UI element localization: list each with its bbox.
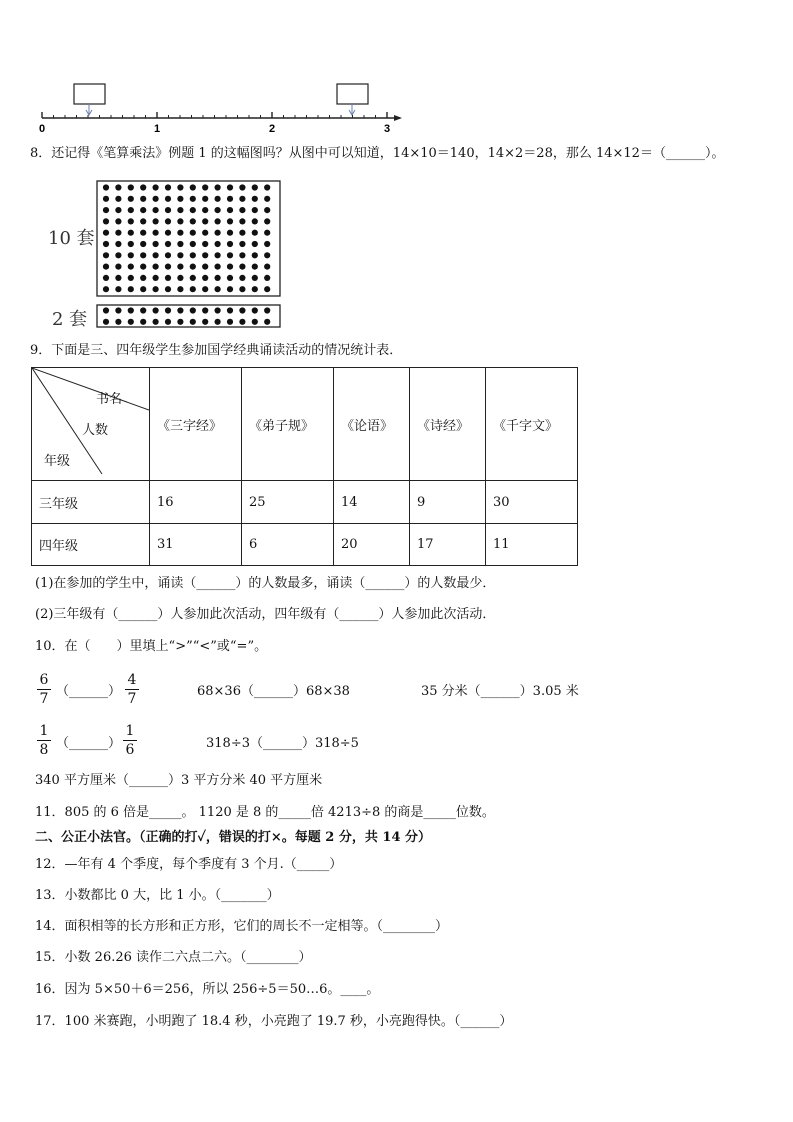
dot: [190, 307, 196, 313]
question-9-sub-1: (1)在参加的学生中，诵读（______）的人数最多，诵读（______）的人数最少．: [35, 576, 496, 591]
dot: [115, 307, 121, 313]
dot: [215, 286, 221, 292]
dot: [140, 252, 146, 258]
dot: [140, 275, 146, 281]
dot: [227, 241, 233, 247]
dot: [115, 184, 121, 190]
table-cell: 30: [486, 481, 578, 524]
number-line-tick-0: 0: [38, 123, 46, 135]
dot: [115, 275, 121, 281]
dot: [115, 264, 121, 270]
table-header-row: [32, 368, 578, 481]
dot: [153, 230, 159, 236]
dot: [264, 184, 270, 190]
dot: [128, 184, 134, 190]
question-14-text: 14．面积相等的长方形和正方形，它们的周长不一定相等。（________）: [35, 919, 449, 934]
dot: [153, 207, 159, 213]
dot: [153, 275, 159, 281]
number-line-figure: [30, 78, 410, 136]
dot: [177, 241, 183, 247]
dot: [215, 196, 221, 202]
dot: [177, 230, 183, 236]
table-corner-cell: [32, 368, 150, 481]
dot: [239, 230, 245, 236]
table-header-cell: 《弟子规》: [242, 368, 334, 481]
dot: [264, 252, 270, 258]
dot: [215, 184, 221, 190]
fraction-4-7: [125, 672, 139, 707]
dot: [190, 241, 196, 247]
compare-blank: （______）: [56, 736, 122, 751]
table-header-cell: 《三字经》: [150, 368, 242, 481]
question-17-text: 17．100 米赛跑，小明跑了 18.4 秒，小亮跑了 19.7 秒，小亮跑得快。（______）: [35, 1014, 513, 1029]
dot: [190, 275, 196, 281]
dot: [128, 230, 134, 236]
question-15-text: 15．小数 26.26 读作二六点二六。（________）: [35, 950, 312, 965]
dot: [215, 275, 221, 281]
dot: [227, 230, 233, 236]
number-line-box-right: [337, 84, 368, 104]
dot: [128, 275, 134, 281]
question-13-text: 13．小数都比 0 大，比 1 小。（_______）: [35, 888, 280, 903]
dot: [215, 307, 221, 313]
dot: [215, 319, 221, 325]
dot-label-2-sets: 2 套: [52, 309, 88, 330]
dot-array-2-rows: [103, 307, 270, 325]
dot: [227, 207, 233, 213]
number-line-box-left: [74, 84, 105, 104]
compare-blank: （______）: [56, 684, 122, 699]
dot: [239, 286, 245, 292]
dot: [215, 207, 221, 213]
compare-expression-1: 68×36（______）68×38: [197, 684, 350, 699]
dot: [190, 207, 196, 213]
dot: [227, 307, 233, 313]
dot: [115, 230, 121, 236]
dot: [252, 307, 258, 313]
dot: [264, 307, 270, 313]
dot: [140, 207, 146, 213]
dot: [252, 207, 258, 213]
dot: [264, 286, 270, 292]
dot: [165, 307, 171, 313]
dot: [140, 286, 146, 292]
fraction-6-7: [37, 672, 51, 707]
dot: [128, 218, 134, 224]
question-9-text: 9．下面是三、四年级学生参加国学经典诵读活动的情况统计表．: [30, 343, 403, 358]
dot: [227, 264, 233, 270]
compare-expression-3: 318÷3（______）318÷5: [206, 736, 359, 751]
dot: [128, 286, 134, 292]
dot: [252, 218, 258, 224]
dot-array-10-rows: [103, 184, 270, 292]
fraction-numerator: 1: [125, 723, 135, 739]
dot: [202, 264, 208, 270]
fraction-1-8: [37, 723, 51, 758]
dot: [128, 307, 134, 313]
dot: [190, 264, 196, 270]
dot: [103, 196, 109, 202]
number-line-tick-2: 2: [268, 123, 276, 135]
dot: [202, 218, 208, 224]
dot: [202, 275, 208, 281]
table-cell: 25: [242, 481, 334, 524]
dot: [165, 196, 171, 202]
dot: [165, 252, 171, 258]
dot: [165, 319, 171, 325]
fraction-1-6: [123, 723, 137, 758]
dot: [153, 319, 159, 325]
dot: [239, 241, 245, 247]
dot: [239, 218, 245, 224]
dot: [115, 207, 121, 213]
question-12-text: 12．—年有 4 个季度，每个季度有 3 个月.（_____）: [35, 857, 343, 872]
dot: [252, 184, 258, 190]
dot: [202, 241, 208, 247]
dot: [103, 286, 109, 292]
dot: [239, 264, 245, 270]
table-row: [32, 481, 578, 524]
question-9-sub-2: (2)三年级有（______）人参加此次活动，四年级有（______）人参加此次活动．: [35, 607, 496, 622]
dot: [215, 264, 221, 270]
dot: [227, 196, 233, 202]
dot: [239, 275, 245, 281]
dot: [103, 275, 109, 281]
dot: [103, 230, 109, 236]
dot: [115, 196, 121, 202]
table-cell: 31: [150, 524, 242, 566]
dot: [165, 207, 171, 213]
fraction-denominator: 7: [127, 691, 137, 707]
dot: [115, 252, 121, 258]
dot: [252, 319, 258, 325]
dot: [103, 207, 109, 213]
fraction-numerator: 4: [127, 672, 137, 688]
dot: [153, 196, 159, 202]
number-line-tick-3: 3: [383, 123, 391, 135]
dot: [177, 319, 183, 325]
dot: [264, 230, 270, 236]
dot: [252, 286, 258, 292]
dot: [190, 230, 196, 236]
table-cell: 14: [334, 481, 410, 524]
table-row: [32, 524, 578, 566]
dot: [190, 218, 196, 224]
question-8-text: 8．还记得《笔算乘法》例题 1 的这幅图吗？从图中可以知道，14×10＝140，14×2＝28，那么 14×12＝（______）。: [30, 146, 725, 161]
dot: [202, 286, 208, 292]
dot: [177, 307, 183, 313]
number-line-tick-1: 1: [153, 123, 161, 135]
dot: [190, 286, 196, 292]
dot: [202, 196, 208, 202]
dot: [215, 252, 221, 258]
dot: [190, 184, 196, 190]
dot: [177, 218, 183, 224]
dot: [140, 184, 146, 190]
dot: [177, 207, 183, 213]
dot-array-figure: [96, 180, 282, 330]
dot: [239, 252, 245, 258]
dot: [252, 241, 258, 247]
dot: [252, 252, 258, 258]
fraction-denominator: 7: [39, 691, 49, 707]
dot: [140, 196, 146, 202]
dot: [165, 184, 171, 190]
dot: [264, 218, 270, 224]
dot: [115, 286, 121, 292]
question-10-text: 10．在（ ）里填上“>”“<”或“=”。: [35, 639, 268, 654]
dot: [202, 307, 208, 313]
dot: [177, 196, 183, 202]
question-11-text: 11．805 的 6 倍是_____。 1120 是 8 的_____倍 4213÷8 的商是_____位数。: [35, 805, 495, 820]
dot: [153, 264, 159, 270]
dot: [239, 207, 245, 213]
dot: [264, 264, 270, 270]
dot: [239, 319, 245, 325]
table-cell: 11: [486, 524, 578, 566]
dot: [128, 252, 134, 258]
dot: [227, 184, 233, 190]
dot: [215, 230, 221, 236]
dot: [128, 207, 134, 213]
corner-label-grade: 年级: [44, 454, 71, 469]
dot: [239, 184, 245, 190]
number-line-ticks: [42, 112, 387, 118]
dot: [177, 264, 183, 270]
dot: [165, 286, 171, 292]
dot: [190, 319, 196, 325]
corner-label-count: 人数: [82, 423, 109, 438]
table-header-cell: 《诗经》: [410, 368, 486, 481]
dot-label-10-sets: 10 套: [48, 228, 95, 249]
dot: [103, 184, 109, 190]
dot: [165, 241, 171, 247]
dot: [190, 196, 196, 202]
dot: [165, 264, 171, 270]
dot: [153, 286, 159, 292]
dot: [264, 207, 270, 213]
table-header-cell: 《论语》: [334, 368, 410, 481]
table-cell: 20: [334, 524, 410, 566]
dot: [115, 218, 121, 224]
dot: [177, 286, 183, 292]
dot: [140, 319, 146, 325]
fraction-numerator: 1: [39, 723, 49, 739]
dot: [202, 319, 208, 325]
dot: [177, 184, 183, 190]
dot: [202, 184, 208, 190]
dot: [140, 264, 146, 270]
dot: [103, 319, 109, 325]
table-header-cell: 《千字文》: [486, 368, 578, 481]
dot: [252, 196, 258, 202]
dot: [140, 230, 146, 236]
dot: [128, 196, 134, 202]
dot: [103, 252, 109, 258]
dot: [165, 230, 171, 236]
fraction-denominator: 6: [125, 742, 135, 758]
dot: [103, 264, 109, 270]
dot: [153, 307, 159, 313]
dot: [264, 241, 270, 247]
dot: [140, 307, 146, 313]
reading-stats-table: [31, 367, 578, 566]
dot: [239, 196, 245, 202]
dot: [165, 275, 171, 281]
dot: [153, 184, 159, 190]
dot: [202, 230, 208, 236]
table-cell: 17: [410, 524, 486, 566]
dot: [153, 252, 159, 258]
compare-expression-4: 340 平方厘米（______）3 平方分米 40 平方厘米: [35, 773, 323, 788]
dot: [264, 319, 270, 325]
table-cell: 16: [150, 481, 242, 524]
dot: [239, 307, 245, 313]
dot: [264, 275, 270, 281]
dot: [252, 264, 258, 270]
dot: [153, 241, 159, 247]
corner-label-book: 书名: [96, 392, 123, 407]
dot: [264, 196, 270, 202]
dot: [153, 218, 159, 224]
dot: [252, 230, 258, 236]
dot: [165, 218, 171, 224]
table-row-grade: 四年级: [32, 524, 150, 566]
dot: [215, 218, 221, 224]
dot: [115, 319, 121, 325]
dot: [202, 252, 208, 258]
section-2-heading: 二、公正小法官。（正确的打✓，错误的打×。每题 2 分，共 14 分）: [35, 830, 432, 845]
dot: [177, 275, 183, 281]
dot: [103, 241, 109, 247]
dot: [202, 207, 208, 213]
dot: [227, 286, 233, 292]
dot: [215, 241, 221, 247]
dot: [140, 218, 146, 224]
dot: [103, 218, 109, 224]
dot: [190, 252, 196, 258]
dot: [128, 241, 134, 247]
dot: [103, 307, 109, 313]
question-16-text: 16．因为 5×50＋6＝256，所以 256÷5＝50…6。____。: [35, 982, 380, 997]
dot: [227, 218, 233, 224]
dot: [128, 319, 134, 325]
dot: [252, 275, 258, 281]
dot: [128, 264, 134, 270]
compare-expression-2: 35 分米（______）3.05 米: [421, 684, 579, 699]
dot: [115, 241, 121, 247]
dot: [227, 252, 233, 258]
fraction-denominator: 8: [39, 742, 49, 758]
dot: [140, 241, 146, 247]
dot: [227, 319, 233, 325]
dot: [177, 252, 183, 258]
dot: [227, 275, 233, 281]
table-cell: 9: [410, 481, 486, 524]
table-row-grade: 三年级: [32, 481, 150, 524]
table-cell: 6: [242, 524, 334, 566]
fraction-numerator: 6: [39, 672, 49, 688]
